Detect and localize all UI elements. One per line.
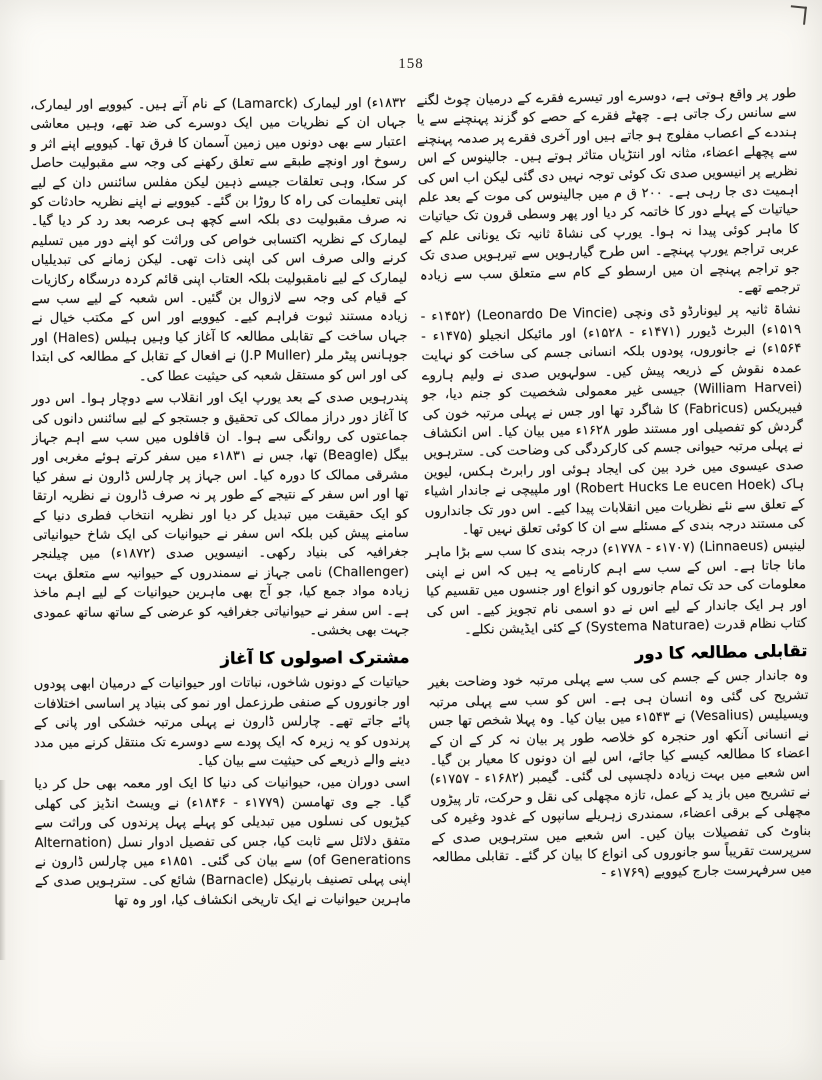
scan-edge-smudge xyxy=(0,780,6,960)
paragraph: پندرہویں صدی کے بعد یورپ ایک اور انقلاب سے دوچار ہوا۔ اس دور کا آغاز دور دراز ممالک کی تحقیق و جستجو کے لیے سائنس دانوں کی جماعتوں کی روانگی سے ہوا۔ ان قافلوں میں سب سے اہم جہاز بیگل (Beagle) تھا، جس نے ۱۸۳۱ء میں سفر کرتے ہوئے مغربی اور مشرقی ممالک کا دورہ کیا۔ اس جہاز پر چارلس ڈارون نے سفر کیا تھا اور اس سفر کے نتیجے کے طور پر نہ صرف ڈارون نے نظریہ ارتقا کو ایک حقیقت میں تبدیل کر دیا اور نظریہ انتخاب فطری دنیا کے سامنے پیش کیں بلکہ اس سفر نے حیوانیات کی ایک شاخ حیوانیاتی جغرافیہ کی بنیاد رکھی۔ انیسویں صدی (۱۸۷۲ء) میں چیلنجر (Challenger) نامی جہاز نے سمندروں کے حیوانیہ سے متعلق بہت زیادہ مواد جمع کیا، جو آج بھی ماہرین حیوانیات کے لیے اہم ماخذ ہے۔ اس سفر نے حیوانیاتی جغرافیہ کو عرضی کے ساتھ ساتھ عمودی جہت بھی بخشی۔ xyxy=(31,389,410,639)
paragraph: لینیس (Linnaeus) (۱۷۰۷ء - ۱۷۷۸ء) درجہ بندی کا سب سے بڑا ماہر مانا جاتا ہے۔ اس کے سب سے اہم کارنامے یہ ہیں کہ اس نے اپنی معلومات کی حد تک تمام جانوروں کو انواع اور جنسوں میں تقسیم کیا اور ہر ایک جاندار کے لیے اس نے دو اسمی نام تجویز کیے۔ اس کی کتاب نظام قدرت (Systema Naturae) کے کئی ایڈیشن نکلے۔ xyxy=(425,538,807,638)
right-text-column xyxy=(416,84,812,890)
section-heading: مشترک اصولوں کا آغاز xyxy=(220,648,410,669)
paragraph: اسی دوران میں، حیوانیات کی دنیا کا ایک اور معمہ بھی حل کر دیا گیا۔ جے وی تھامسن (۱۷۷۹ء - ۱۸۴۶ء) نے ویسٹ انڈیز کی کھلی کیڑیوں کی نسلوں میں تبدیلی کو پہلے پہل پرندوں کی وراثت سے متفق دلائل سے ثابت کیا، جس کی تفصیل ادوار نسل (Alternation of Generations) سے بیان کی گئی۔ ۱۸۵۱ء میں چارلس ڈارون نے اپنی پہلی تصنیف بارنیکل (Barnacle) شائع کی۔ سترہویں صدی کے ماہرین حیوانیات نے ایک تاریخی انکشاف کیا، اور وہ تھا xyxy=(34,775,411,909)
paragraph: ۱۸۳۲ء) اور لیمارک (Lamarck) کے نام آتے ہیں۔ کیوویے اور لیمارک، جہاں ان کے نظریات میں ایک دوسرے کی ضد تھے، وہیں معاشی اعتبار سے بھی دونوں میں زمین آسمان کا فرق تھا۔ کیوویے اپنے اثر و رسوخ اور اونچے طبقے سے تعلق رکھنے کی وجہ سے مقبولیت حاصل کر سکا، وہی تعلقات جیسے ذہین لیکن مفلس سائنس دان کے لیے اپنی تعلیمات کی راہ کا روڑا بن گئے۔ کیوویے نے اپنے نظریہ حادثات کو نہ صرف مقبولیت دی بلکہ اسے کچھ ہی عرصہ بعد رد کر دیا گیا۔ لیمارک کے نظریہ اکتسابی خواص کی وراثت کو اپنے دور میں تسلیم کرنے والی صرف اس کی اپنی ذات تھی۔ لیکن زمانے کی تبدیلیاں لیمارک کے لیے نامقبولیت بلکہ العتاب اپنی قائم کردہ درسگاہ رکازیات کے قیام کی وجہ سے لازوال بن گئیں۔ اس شعبہ کے لیے سب سے زیادہ مستند ثبوت فراہم کیے۔ کیوویے اور اس کے مکتب خیال نے جہاں ساخت کے تقابلی مطالعہ کا آغاز کیا وہیں ہیلس (Hales) اور جوہانس پیٹر ملر (J.P Muller) نے افعال کے تقابل کے مطالعہ کی ابتدا کی اور اس کو مستقل شعبہ کی حیثیت عطا کی۔ xyxy=(30,95,408,385)
paragraph: حیاتیات کے دونوں شاخوں، نباتات اور حیوانیات کے درمیان ابھی پودوں اور جانوروں کے صنفی طرزعمل اور نمو کی بنیاد پر اساسی اختلافات پائے جاتے تھے۔ چارلس ڈارون نے پہلی مرتبہ خشکی اور پانی کے پرندوں کو یہ زیرہ کہ ایک پودے سے دوسرے تک منتقل کرنے میں مدد دینے والے ذریعے کی حیثیت سے بیان کیا۔ xyxy=(33,675,411,769)
paragraph: نشاۃ ثانیہ پر لیونارڈو ڈی ونچی (Leonardo De Vincie) (۱۴۵۲ء - ۱۵۱۹ء) البرٹ ڈیورر (۱۴۷۱ء - ۱۵۲۸ء) اور مائیکل انجیلو (۱۴۷۵ء - ۱۵۶۴ء) نے جانوروں، پودوں بلکہ انسانی جسم کی ساخت کو نہایت عمدہ نقوش کے ذریعہ پیش کیں۔ سولہویں صدی نے ولیم ہاروے (William Harvei) جیسی غیر معمولی شخصیت کو جنم دیا، جو فیبریکس (Fabricus) کا شاگرد تھا اور جس نے پہلی مرتبہ خون کی گردش کو تفصیلی اور مستند طور ۱۶۲۸ء میں بیان کیا۔ اس انکشاف نے پہلی مرتبہ حیوانی جسم کی کارکردگی کی وضاحت کی۔ سترہویں صدی عیسوی میں خرد بین کی ایجاد ہوئی اور رابرٹ ہکس، لیوین ہاک (Robert Hucks Le eucen Hoek) اور ملپیچی نے جاندار اشیاء کے تعلق سے نئے نظریات میں انقلابات پیدا کیے۔ اس دور تک جانداروں کی مستند درجہ بندی کے مسئلے سے ان کا کوئی تعلق نہیں تھا۔ xyxy=(420,302,805,538)
page-number: 158 xyxy=(398,56,424,72)
paragraph: طور پر واقع ہوتی ہے، دوسرے اور تیسرے فقرے کے درمیان چوٹ لگنے سے سانس رک جاتی ہے۔ چھٹے فقرے کے حصے کو گزند پہنچنے سے یا ہنددے کے اعصاب مفلوج ہو جاتے ہیں اور آخری فقرے پر صدمہ پہنچنے سے پچھلے اعضاء، مثانہ اور انتڑیاں متاثر ہوتے ہیں۔ جالینوس کے اس نظریے پر انیسویں صدی تک کوئی توجہ نہیں دی گئی لیکن اب اس کی اہمیت دی جا رہی ہے۔ ۲۰۰ ق م میں جالینوس کی موت کے بعد علم حیاتیات کے پہلے دور کا خاتمہ کر دیا اور پھر وسطی قرون تک حیاتیات کا ماہر کوئی پیدا نہ ہوا۔ یورپ کی نشاۃ ثانیہ تک یونانی علم کے عربی تراجم یورپ پہنچے۔ اس طرح گیارہویں سے تیرہویں صدی تک جو تراجم پہنچے ان میں ارسطو کے کام سے متعلق سب سے زیادہ ترجمے تھے۔ xyxy=(416,85,801,297)
scan-artifact-mark xyxy=(789,5,807,25)
left-text-column xyxy=(30,94,411,915)
section-heading: تقابلی مطالعہ کا دور xyxy=(634,641,808,664)
paragraph: وہ جاندار جس کے جسم کی سب سے پہلی مرتبہ خود وضاحت بغیر تشریح کی گئی وہ انسان ہی ہے۔ اس کو سب سے پہلی مرتبہ ویسیلیس (Vesalius) نے ۱۵۴۳ء میں بیان کیا۔ وہ پہلا شخص تھا جس نے انسانی آنکھ اور حنجرہ کو خلاصہ طور پر بیان نہ کر کے ان کے اعضاء کا مطالعہ کیسے کیا جائے، اس لیے ان دونوں کا معیار بن گیا۔ اس شعبے میں بہت زیادہ دلچسپی لی گئی۔ گیمبر (۱۶۸۲ء - ۱۷۵۷ء) نے تشریح میں باز يد کے عمل، تازہ مچھلی کی نقل و حرکت، تار پیڑوں مچھلی کے برقی اعضاء، سمندری زہریلے سانپوں کے غدود وغیرہ کی بناوٹ کی تفصیلات بیان کیں۔ اس شعبے میں سترہویں صدی کے سرپرست تقریباً سو جانوروں کی انواع کا بیان کر گئے۔ تقابلی مطالعہ میں سرفہرست جارج کیوویے (۱۷۶۹ء - xyxy=(427,668,812,882)
